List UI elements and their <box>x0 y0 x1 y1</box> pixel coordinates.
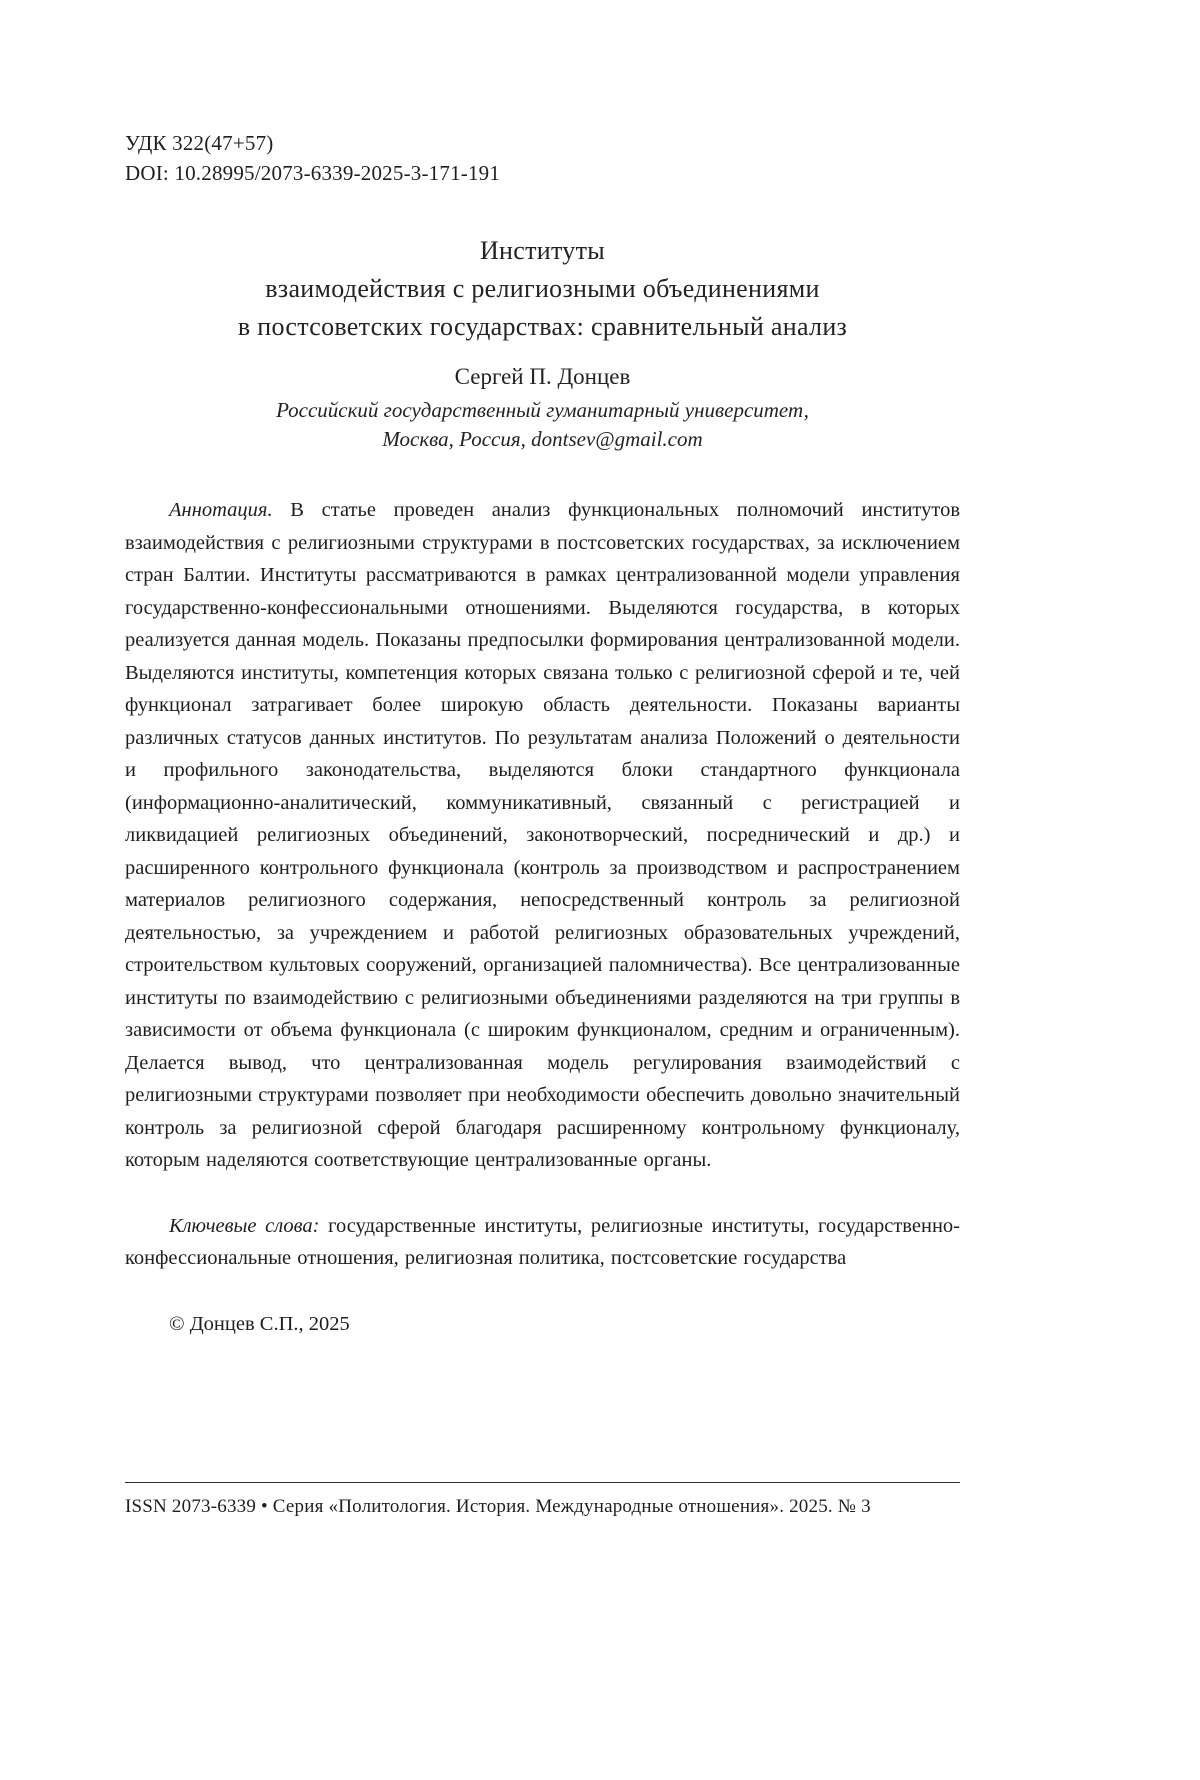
keywords-label: Ключевые слова: <box>169 1214 320 1237</box>
affiliation-line-1: Российский государственный гуманитарный университет, <box>276 398 809 422</box>
abstract-text: В статье проведен анализ функциональных полномочий институтов взаимодействия с религиозными структурами в постсоветских государствах, за исключением стран Балтии. Институты рассматриваются в рамках централизованной модели управления государственно-конфессиональными отношениями. Выделяются государства, в которых реализуется данная модель. Показаны предпосылки формирования централизованной модели. Выделяются институты, компетенция которых связана только с религиозной сферой и те, чей функционал затрагивает более широкую область деятельности. Показаны варианты различных статусов данных институтов. По результатам анализа Положений о деятельности и профильного законодательства, выделяются блоки стандартного функционала (информационно-аналитический, коммуникативный, связанный с регистрацией и ликвидацией религиозных объединений, законотворческий, посреднический и др.) и расширенного контрольного функционала (контроль за производством и распространением материалов религиозного содержания, непосредственный контроль за религиозной деятельностью, за учреждением и работой религиозных образовательных учреждений, строительством культовых сооружений, организацией паломничества). Все централизованные институты по взаимодействию с религиозными объединениями разделяются на три группы в зависимости от объема функционала (с широким функционалом, средним и ограниченным). Делается вывод, что централизованная модель регулирования взаимодействий с религиозными структурами позволяет при необходимости обеспечить довольно значительный контроль за религиозной сферой благодаря расширенному контрольному функционалу, которым наделяются соответствующие централизованные органы. <box>125 499 960 1171</box>
doi-line: DOI: 10.28995/2073-6339-2025-3-171-191 <box>125 161 501 185</box>
udk-line: УДК 322(47+57) <box>125 131 274 155</box>
title-line-3: в постсоветских государствах: сравнительный анализ <box>237 312 848 341</box>
abstract-paragraph <box>125 494 960 1177</box>
journal-footer: ISSN 2073-6339 • Серия «Политология. История. Международные отношения». 2025. № 3 <box>125 1482 960 1520</box>
title-line-1: Институты <box>479 236 606 265</box>
copyright-line: © Донцев С.П., 2025 <box>169 1312 350 1335</box>
keywords-text: государственные институты, религиозные институты, государственно-конфессиональные отношения, религиозная политика, постсоветские государства <box>125 1214 960 1269</box>
author-name: Сергей П. Донцев <box>454 364 631 389</box>
article-identifiers <box>125 128 960 188</box>
abstract-label: Аннотация. <box>169 499 273 521</box>
keywords-paragraph <box>125 1210 960 1275</box>
author-affiliation <box>125 396 960 454</box>
article-title <box>125 232 960 346</box>
affiliation-line-2: Москва, Россия, dontsev@gmail.com <box>382 427 703 451</box>
title-line-2: взаимодействия с религиозными объединениями <box>265 274 820 303</box>
